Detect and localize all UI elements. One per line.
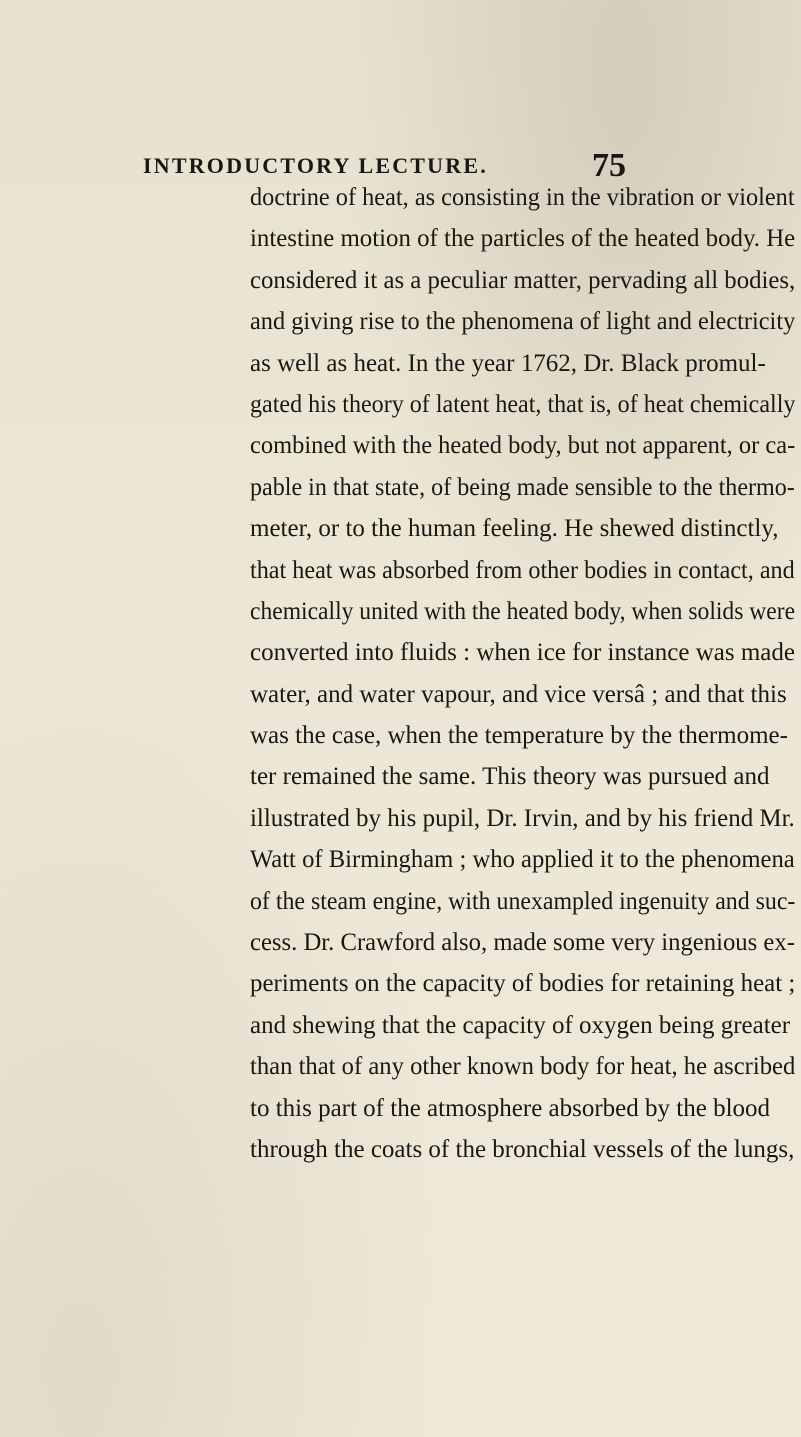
text-line: pable in that state, of being made sensible to the thermo-	[250, 473, 795, 501]
text-line: than that of any other known body for heat, he ascribed	[250, 1053, 795, 1081]
text-line: and giving rise to the phenomena of light and electricity	[250, 308, 795, 336]
text-line: was the case, when the temperature by the thermome-	[250, 722, 788, 750]
text-line: of the steam engine, with unexampled ingenuity and suc-	[250, 887, 796, 915]
text-line: gated his theory of latent heat, that is, of heat chemically	[250, 390, 796, 418]
text-line: illustrated by his pupil, Dr. Irvin, and by his friend Mr.	[250, 804, 795, 832]
text-line: converted into fluids : when ice for instance was made	[250, 639, 795, 667]
body-text	[250, 177, 795, 1170]
text-line: considered it as a peculiar matter, pervading all bodies,	[250, 266, 795, 294]
text-line: and shewing that the capacity of oxygen being greater	[250, 1011, 791, 1039]
text-line: Watt of Birmingham ; who applied it to the phenomena	[250, 846, 795, 874]
text-line: doctrine of heat, as consisting in the vibration or violent	[250, 184, 795, 211]
text-line: that heat was absorbed from other bodies in contact, and	[250, 556, 795, 584]
text-line: to this part of the atmosphere absorbed by the blood	[250, 1094, 771, 1122]
page-number: 75	[592, 147, 626, 184]
text-line: periments on the capacity of bodies for retaining heat ;	[250, 970, 796, 998]
text-line: intestine motion of the particles of the heated body. He	[250, 225, 795, 253]
text-line: cess. Dr. Crawford also, made some very ingenious ex-	[250, 929, 795, 957]
text-line: as well as heat. In the year 1762, Dr. Black promul-	[250, 349, 766, 377]
text-line: combined with the heated body, but not apparent, or ca-	[250, 432, 796, 460]
running-head: INTRODUCTORY LECTURE.	[143, 153, 488, 178]
text-line: water, and water vapour, and vice versâ ; and that this	[250, 680, 787, 708]
text-line: meter, or to the human feeling. He shewed distinctly,	[250, 515, 779, 543]
text-line: ter remained the same. This theory was pursued and	[250, 763, 770, 791]
text-line: through the coats of the bronchial vessels of the lungs,	[250, 1135, 795, 1163]
text-line: chemically united with the heated body, when solids were	[250, 597, 795, 625]
